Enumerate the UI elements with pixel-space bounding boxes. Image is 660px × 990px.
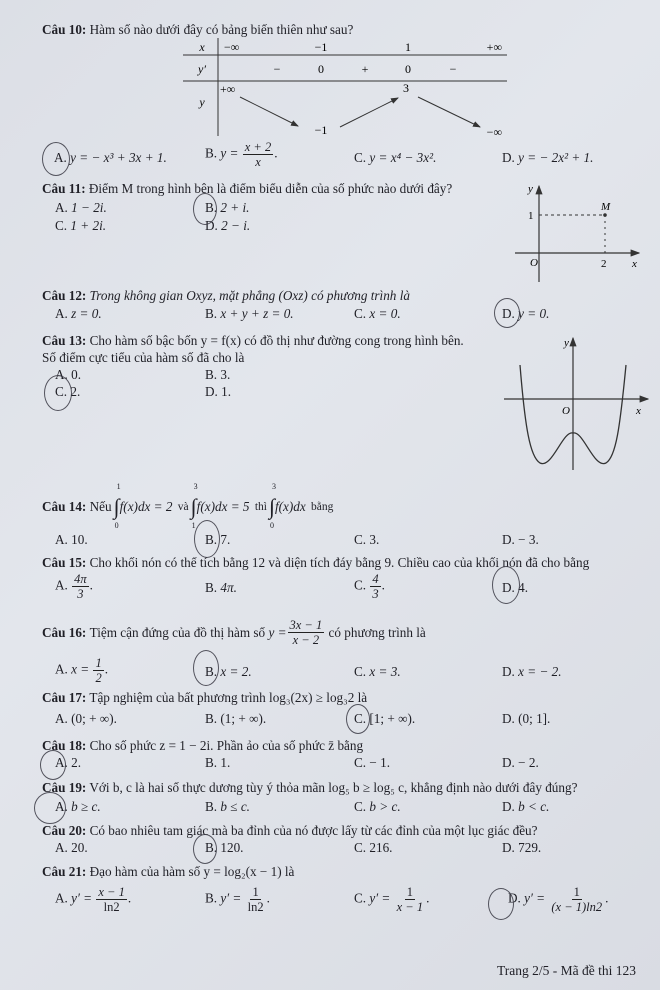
svg-text:3: 3 xyxy=(403,81,409,95)
question-21-stem: Câu 21: Đạo hàm của hàm số y = log₂(x − 1) là xyxy=(42,864,295,879)
q21-option-a[interactable]: A. y′ = $\frac{x - 1}{\ln 2}$ . xyxy=(55,885,132,914)
x-value-2: −1 xyxy=(314,40,328,54)
q17-option-c[interactable]: C. [1; + ∞). xyxy=(354,711,416,726)
question-12-stem: Câu 12: Trong không gian Oxyz, mặt phẳng (Oxz) có phương trình là xyxy=(42,288,410,303)
answer-mark-circle xyxy=(194,520,220,558)
svg-text:O: O xyxy=(562,405,570,417)
q18-option-c[interactable]: C. − 1. xyxy=(354,755,391,770)
q14-option-c[interactable]: C. 3. xyxy=(354,532,380,547)
q10-option-d[interactable]: D. y = − 2x² + 1. xyxy=(502,150,594,165)
answer-mark-circle xyxy=(193,193,217,225)
q13-option-b[interactable]: B. 3. xyxy=(205,367,231,382)
svg-text:−∞: −∞ xyxy=(486,125,502,138)
svg-text:1: 1 xyxy=(528,210,534,222)
q10-option-c[interactable]: C. y = x⁴ − 3x². xyxy=(354,150,437,165)
q17-option-d[interactable]: D. (0; 1]. xyxy=(502,711,551,726)
question-17-stem: Câu 17: Tập nghiệm của bất phương trình log₃(2x) ≥ log₃2 là xyxy=(42,690,368,705)
q20-option-c[interactable]: C. 216. xyxy=(354,840,393,855)
svg-text:0: 0 xyxy=(318,62,324,76)
q15-option-b[interactable]: B. 4π. xyxy=(205,580,237,595)
integral-1: ∫ 1 0 f(x)dx = 2 xyxy=(113,482,173,530)
q18-option-b[interactable]: B. 1. xyxy=(205,755,231,770)
svg-text:−: − xyxy=(273,62,281,76)
x-value-1: −∞ xyxy=(224,40,240,54)
integral-2: ∫ 3 1 f(x)dx = 5 xyxy=(190,482,250,530)
svg-text:+: + xyxy=(361,62,369,76)
answer-mark-circle xyxy=(488,888,514,920)
q16-option-a[interactable]: A. x = $\frac{1}{2}$ . xyxy=(55,656,109,685)
q18-option-a[interactable]: A. 2. xyxy=(55,755,82,770)
q15-option-c[interactable]: C. $\frac{4}{3}$ . xyxy=(354,572,385,601)
x-row-label: x xyxy=(199,40,205,54)
question-19-stem: Câu 19: Với b, c là hai số thực dương tùy ý thỏa mãn log₅ b ≥ log₅ c, khẳng định nào dưới đây đúng? xyxy=(42,780,578,795)
q13-option-c[interactable]: C. 2. xyxy=(55,384,81,399)
answer-mark-circle xyxy=(42,142,70,176)
q14-option-b[interactable]: B. 7. xyxy=(205,532,231,547)
q14-option-d[interactable]: D. − 3. xyxy=(502,532,539,547)
q19-option-b[interactable]: B. b ≤ c. xyxy=(205,799,250,814)
q13-option-a[interactable]: A. 0. xyxy=(55,367,82,382)
q17-option-a[interactable]: A. (0; + ∞). xyxy=(55,711,117,726)
q20-option-a[interactable]: A. 20. xyxy=(55,840,88,855)
q11-option-b[interactable]: B. 2 + i. xyxy=(205,200,250,215)
q21-option-b[interactable]: B. y′ = $\frac{1}{\ln 2}$ . xyxy=(205,885,270,914)
answer-mark-circle xyxy=(346,704,370,734)
q19-option-c[interactable]: C. b > c. xyxy=(354,799,401,814)
q15-option-a[interactable]: A. $\frac{4\pi}{3}$ . xyxy=(55,572,93,601)
question-13-stem: Câu 13: Cho hàm số bậc bốn y = f(x) có đồ thị như đường cong trong hình bên. xyxy=(42,333,464,348)
svg-text:x: x xyxy=(636,405,641,417)
q10-option-b[interactable]: B. y = $\frac{x + 2}{x}$ . xyxy=(205,140,278,169)
q10-option-a[interactable]: A. y = − x³ + 3x + 1. xyxy=(54,150,167,165)
question-13-stem-2: Số điểm cực tiểu của hàm số đã cho là xyxy=(42,350,245,365)
y-row-label: y xyxy=(199,95,205,109)
q12-option-b[interactable]: B. x + y + z = 0. xyxy=(205,306,294,321)
svg-text:−: − xyxy=(449,62,457,76)
svg-text:y: y xyxy=(564,337,569,349)
svg-text:+∞: +∞ xyxy=(220,82,236,96)
svg-text:−1: −1 xyxy=(314,123,328,137)
svg-text:M: M xyxy=(601,201,611,213)
question-16-stem: Câu 16: Tiệm cận đứng của đồ thị hàm số y = $\frac{3x - 1}{x - 2}$ có phương trình là xyxy=(42,618,426,647)
svg-text:O: O xyxy=(530,257,538,269)
answer-mark-circle xyxy=(44,375,72,411)
q12-option-d[interactable]: D. y = 0. xyxy=(502,306,550,321)
q20-option-d[interactable]: D. 729. xyxy=(502,840,542,855)
question-14-stem: Câu 14: Nếu ∫ 1 0 f(x)dx = 2 và ∫ 3 1 f(x)dx = 5 thì ∫ 3 0 f(x)dx bằng xyxy=(42,482,334,530)
q13-option-d[interactable]: D. 1. xyxy=(205,384,232,399)
svg-text:0: 0 xyxy=(405,62,411,76)
question-10-stem xyxy=(42,22,353,38)
q18-option-d[interactable]: D. − 2. xyxy=(502,755,539,770)
answer-mark-circle xyxy=(492,566,520,604)
answer-mark-circle xyxy=(193,834,217,864)
answer-mark-circle xyxy=(494,298,520,328)
q21-option-d[interactable]: D. y′ = $\frac{1}{(x - 1)\ln 2}$ . xyxy=(508,885,609,914)
q11-option-a[interactable]: A. 1 − 2i. xyxy=(55,200,107,215)
q12-option-a[interactable]: A. z = 0. xyxy=(55,306,102,321)
svg-text:y: y xyxy=(528,183,533,195)
yp-row-label: y′ xyxy=(198,62,206,76)
q16-option-c[interactable]: C. x = 3. xyxy=(354,664,401,679)
quartic-graph-figure xyxy=(500,332,650,472)
question-text: Hàm số nào dưới đây có bảng biến thiên như sau? xyxy=(89,22,354,37)
q20-option-b[interactable]: B. 120. xyxy=(205,840,244,855)
q14-option-a[interactable]: A. 10. xyxy=(55,532,88,547)
complex-plane-figure xyxy=(495,182,645,282)
variation-table xyxy=(180,38,510,138)
question-label: Câu 10: xyxy=(42,22,87,37)
page-footer: Trang 2/5 - Mã đề thi 123 xyxy=(497,963,636,978)
answer-mark-circle xyxy=(193,650,219,686)
integral-3: ∫ 3 0 f(x)dx xyxy=(268,482,306,530)
q21-option-c[interactable]: C. y′ = $\frac{1}{x - 1}$ . xyxy=(354,885,430,914)
q15-option-d[interactable]: D. 4. xyxy=(502,580,529,595)
x-value-4: +∞ xyxy=(486,40,502,54)
question-20-stem: Câu 20: Có bao nhiêu tam giác mà ba đỉnh của nó được lấy từ các đỉnh của một lục giác đều? xyxy=(42,823,538,838)
q12-option-c[interactable]: C. x = 0. xyxy=(354,306,401,321)
q11-option-c[interactable]: C. 1 + 2i. xyxy=(55,218,107,233)
x-value-3: 1 xyxy=(405,40,411,54)
q19-option-a[interactable]: A. b ≥ c. xyxy=(55,799,101,814)
question-18-stem: Câu 18: Cho số phức z = 1 − 2i. Phần ảo của số phức z̄ bằng xyxy=(42,738,364,753)
q16-option-d[interactable]: D. x = − 2. xyxy=(502,664,562,679)
answer-mark-circle xyxy=(40,750,66,780)
question-15-stem: Câu 15: Cho khối nón có thể tích bằng 12 và diện tích đáy bằng 9. Chiều cao của khối nón đã cho bằng xyxy=(42,555,590,570)
q16-option-b[interactable]: B. x = 2. xyxy=(205,664,252,679)
q17-option-b[interactable]: B. (1; + ∞). xyxy=(205,711,267,726)
svg-text:x: x xyxy=(632,258,637,270)
svg-text:2: 2 xyxy=(601,258,607,270)
answer-mark-circle xyxy=(34,792,66,824)
q19-option-d[interactable]: D. b < c. xyxy=(502,799,550,814)
q11-option-d[interactable]: D. 2 − i. xyxy=(205,218,251,233)
question-11-stem: Câu 11: Điểm M trong hình bên là điểm biểu diễn của số phức nào dưới đây? xyxy=(42,181,453,196)
